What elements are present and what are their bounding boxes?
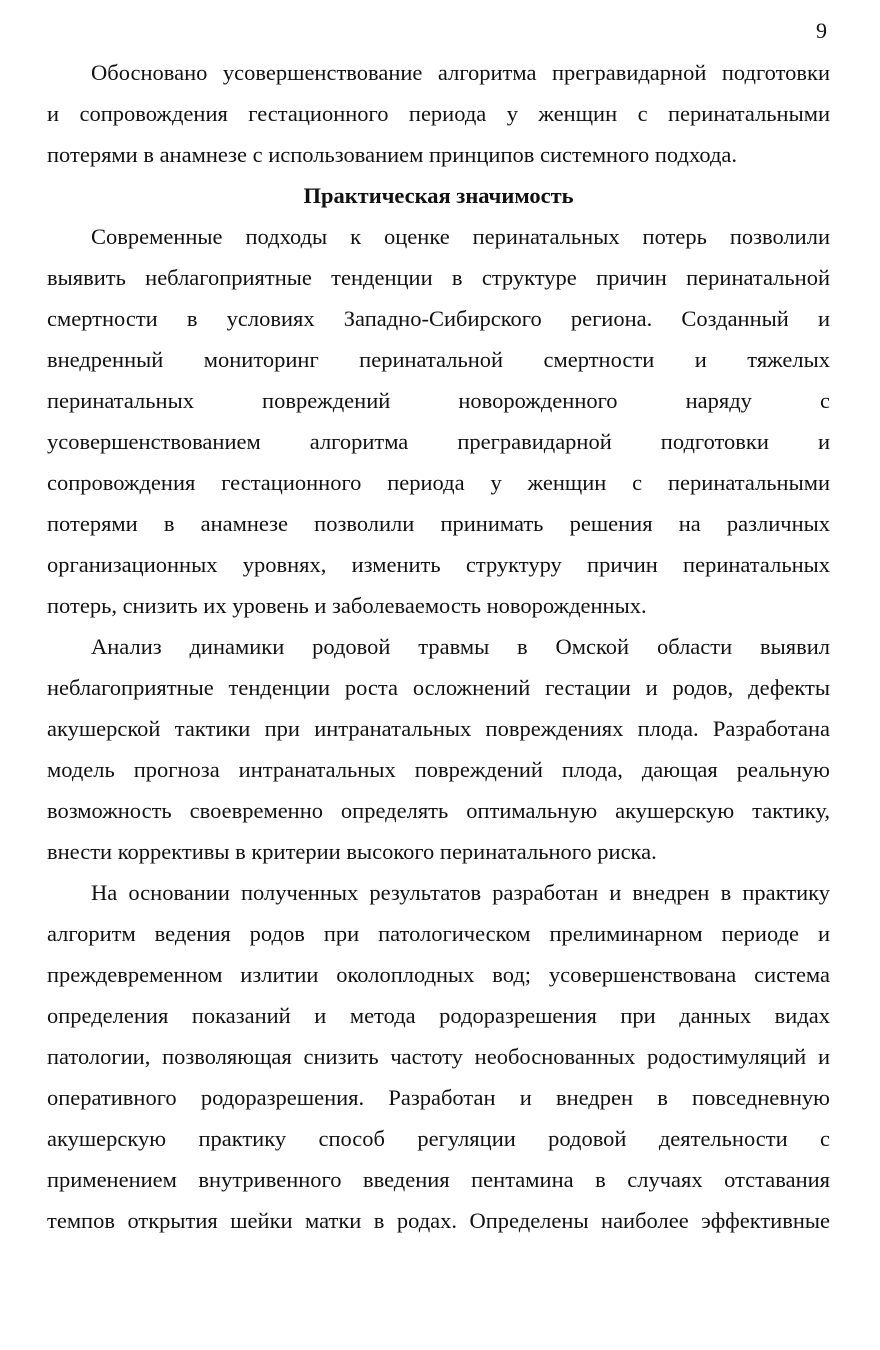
text-line: оперативного родоразрешения. Разработан и внедрен в повседневную xyxy=(47,1085,830,1110)
text-line: Анализ динамики родовой травмы в Омской области выявил xyxy=(91,634,830,659)
text-line: патологии, позволяющая снизить частоту необоснованных родостимуляций и xyxy=(47,1044,830,1069)
text-line: темпов открытия шейки матки в родах. Определены наиболее эффективные xyxy=(47,1208,830,1233)
text-line: Современные подходы к оценке перинатальных потерь позволили xyxy=(91,224,830,249)
text-line: акушерской тактики при интранатальных повреждениях плода. Разработана xyxy=(47,716,830,741)
section-heading: Практическая значимость xyxy=(303,183,574,208)
text-line: применением внутривенного введения пентамина в случаях отставания xyxy=(47,1167,830,1192)
text-line: усовершенствованием алгоритма прегравидарной подготовки и xyxy=(47,429,830,454)
text-line: потерями в анамнезе с использованием принципов системного подхода. xyxy=(47,142,738,167)
text-line: возможность своевременно определять оптимальную акушерскую тактику, xyxy=(47,798,830,823)
text-line: внедренный мониторинг перинатальной смертности и тяжелых xyxy=(47,347,830,372)
text-line: неблагоприятные тенденции роста осложнений гестации и родов, дефекты xyxy=(47,675,830,700)
text-line: потерь, снизить их уровень и заболеваемость новорожденных. xyxy=(47,593,647,618)
text-line: алгоритм ведения родов при патологическом прелиминарном периоде и xyxy=(47,921,830,946)
paragraph-monitoring xyxy=(47,216,830,626)
text-line: выявить неблагоприятные тенденции в структуре причин перинатальной xyxy=(47,265,830,290)
document-body xyxy=(47,52,830,1241)
text-line: организационных уровнях, изменить структуру причин перинатальных xyxy=(47,552,830,577)
text-line: акушерскую практику способ регуляции родовой деятельности с xyxy=(47,1126,830,1151)
text-line: На основании полученных результатов разработан и внедрен в практику xyxy=(91,880,830,905)
text-line: сопровождения гестационного периода у женщин с перинатальными xyxy=(47,470,830,495)
page-number: 9 xyxy=(816,18,827,43)
text-line: перинатальных повреждений новорожденного наряду с xyxy=(47,388,830,413)
text-line: внести коррективы в критерии высокого перинатального риска. xyxy=(47,839,657,864)
text-line: модель прогноза интранатальных повреждений плода, дающая реальную xyxy=(47,757,830,782)
paragraph-birth-trauma xyxy=(47,626,830,872)
text-line: Обосновано усовершенствование алгоритма прегравидарной подготовки xyxy=(91,60,830,85)
text-line: потерями в анамнезе позволили принимать решения на различных xyxy=(47,511,830,536)
text-line: определения показаний и метода родоразрешения при данных видах xyxy=(47,1003,830,1028)
text-line: преждевременном излитии околоплодных вод; усовершенствована система xyxy=(47,962,830,987)
paragraph-justification xyxy=(47,52,830,175)
text-line: и сопровождения гестационного периода у женщин с перинатальными xyxy=(47,101,830,126)
paragraph-results xyxy=(47,872,830,1241)
text-line: смертности в условиях Западно-Сибирского региона. Созданный и xyxy=(47,306,830,331)
